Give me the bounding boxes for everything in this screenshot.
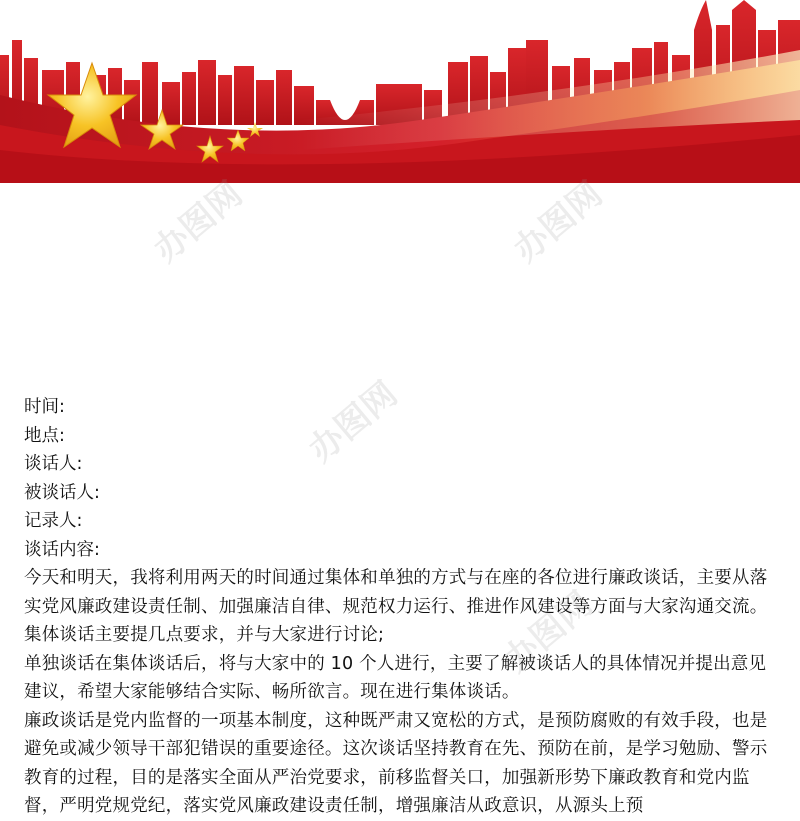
document-body [24,393,780,821]
watermark: 办图网 [506,174,611,271]
city-skyline-illustration [0,0,800,183]
paragraph: 廉政谈话是党内监督的一项基本制度，这种既严肃又宽松的方式，是预防腐败的有效手段，也是避免或减少领导干部犯错误的重要途径。这次谈话坚持教育在先、预防在前，是学习勉励、警示教育的过程，目的是落实全面从严治党要求，前移监督关口，加强新形势下廉政教育和党内监督，严明党规党纪，落实党风廉政建设责任制，增强廉洁从政意识，从源头上预 [24,710,768,816]
watermark: 办图网 [146,174,251,271]
paragraph: 今天和明天，我将利用两天的时间通过集体和单独的方式与在座的各位进行廉政谈话，主要从落实党风廉政建设责任制、加强廉洁自律、规范权力运行、推进作风建设等方面与大家沟通交流。集体谈话主要提几点要求，并与大家进行讨论; [24,568,768,645]
paragraph: 单独谈话在集体谈话后，将与大家中的 10 个人进行，主要了解被谈话人的具体情况并提出意见建议，希望大家能够结合实际、畅所欲言。现在进行集体谈话。 [24,653,767,702]
field-time: 时间: [24,397,65,417]
field-interviewer: 谈话人: [24,454,83,474]
field-content: 谈话内容: [24,539,100,560]
field-recorder: 记录人: [24,511,83,531]
field-interviewee: 被谈话人: [24,482,100,503]
watermark: 办图网 [301,374,406,471]
header-banner [0,0,800,183]
field-location: 地点: [24,425,65,446]
watermark: 办图网 [496,584,601,681]
